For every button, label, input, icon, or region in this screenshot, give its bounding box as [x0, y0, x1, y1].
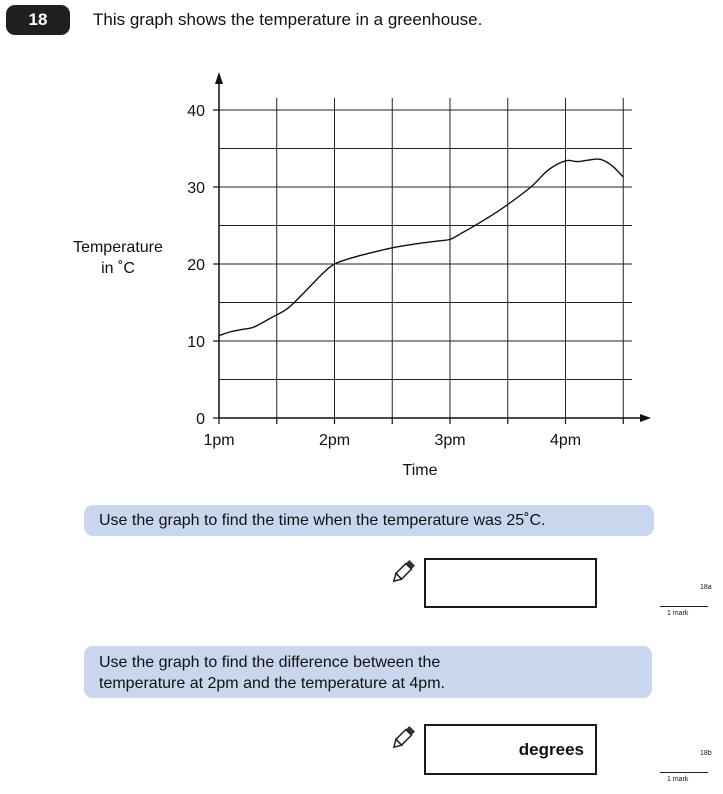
answer-box-b[interactable] [424, 724, 597, 775]
mark-code-b: 18b [700, 750, 712, 757]
pencil-icon [390, 558, 416, 586]
y-tick-label: 30 [187, 180, 205, 197]
question-a-box [84, 505, 654, 536]
answer-box-a[interactable] [424, 558, 597, 608]
x-tick-label: 4pm [549, 432, 582, 449]
y-tick-label: 10 [187, 334, 205, 351]
y-tick-label: 20 [187, 257, 205, 274]
y-axis-label: Temperature in ˚C [73, 239, 163, 277]
answer-unit: degrees [518, 740, 584, 759]
question-b-line2: temperature at 2pm and the temperature at 4pm. [99, 675, 445, 692]
x-tick-label: 1pm [203, 432, 235, 449]
y-axis-arrow [215, 72, 223, 84]
temperature-line [219, 159, 623, 336]
x-axis-arrow [640, 414, 651, 422]
y-tick-label: 40 [187, 103, 205, 120]
mark-line-b [660, 772, 708, 773]
mark-code-a: 18a [700, 584, 712, 591]
question-a-text: Use the graph to find the time when the temperature was 25˚C. [99, 512, 546, 529]
y-tick-label: 0 [196, 411, 205, 428]
x-tick-label: 2pm [318, 432, 351, 449]
x-axis-label: Time [402, 462, 438, 479]
mark-line-a [660, 606, 708, 607]
question-number: 18 [6, 5, 70, 35]
question-intro: This graph shows the temperature in a greenhouse. [93, 10, 483, 29]
pencil-icon [390, 724, 416, 752]
question-b-box [84, 646, 652, 698]
mark-label-b: 1 mark [667, 776, 689, 783]
mark-label-a: 1 mark [667, 610, 689, 617]
x-tick-label: 3pm [434, 432, 466, 449]
question-b-line1: Use the graph to find the difference between the [99, 654, 441, 671]
